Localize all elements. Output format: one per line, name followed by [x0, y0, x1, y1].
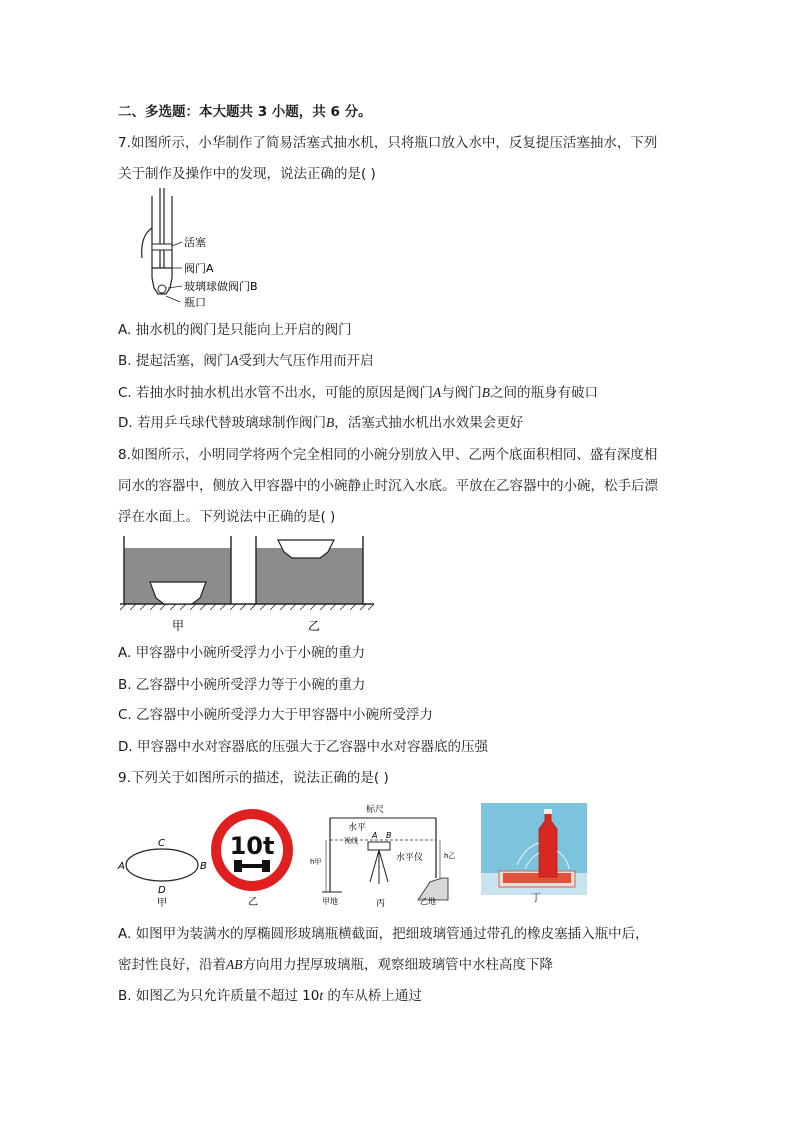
q7-stem-line2: 关于制作及操作中的发现，说法正确的是( ) [118, 166, 376, 182]
q8-option-c: C. 乙容器中小碗所受浮力大于甲容器中小碗所受浮力 [118, 707, 434, 723]
label-point-c: C [158, 838, 165, 849]
section-heading: 二、多选题：本大题共 3 小题，共 6 分。 [118, 104, 372, 120]
sign-text: 10t [229, 832, 275, 860]
q9-figure-jia-ellipse [116, 836, 208, 908]
label-yi: 乙 [308, 619, 321, 633]
label-ground-jia: 甲地 [322, 897, 338, 906]
label-jia: 甲 [172, 619, 185, 633]
label-h-jia: h甲 [310, 858, 322, 866]
label-bing-b: B [386, 831, 392, 840]
q7-option-a: A. 抽水机的阀门是只能向上开启的阀门 [118, 322, 352, 338]
caption-ding: 丁 [531, 893, 541, 904]
label-horizontal: 水平 [348, 823, 367, 833]
q9-figure-yi-sign [206, 806, 298, 906]
label-valve-a: 阀门A [184, 262, 214, 275]
q7-option-d: D. 若用乒乓球代替玻璃球制作阀门B，活塞式抽水机出水效果会更好 [118, 415, 524, 431]
q8-option-d: D. 甲容器中水对容器底的压强大于乙容器中水对容器底的压强 [118, 739, 488, 755]
label-mouth: 瓶口 [184, 296, 206, 309]
q8-containers-figure [120, 534, 380, 634]
q9-figure-bing-level [308, 800, 472, 908]
q7-stem-line1: 7.如图所示，小华制作了简易活塞式抽水机，只将瓶口放入水中，反复提压活塞抽水，下列 [118, 135, 658, 151]
q9-figure-ding [481, 803, 587, 906]
q9-stem: 9.下列关于如图所示的描述，说法正确的是( ) [118, 770, 389, 786]
caption-yi: 乙 [248, 897, 258, 906]
label-point-a: A [118, 861, 125, 872]
label-ground-yi: 乙地 [420, 897, 436, 906]
caption-jia: 甲 [157, 898, 167, 908]
label-ruler: 标尺 [366, 805, 385, 815]
label-sight: 视线 [344, 837, 358, 845]
q7-option-c: C. 若抽水时抽水机出水管不出水，可能的原因是阀门A与阀门B之间的瓶身有破口 [118, 385, 599, 401]
q8-stem-line2: 同水的容器中，侧放入甲容器中的小碗静止时沉入水底。平放在乙容器中的小碗，松手后漂 [118, 478, 658, 494]
label-level: 水平仪 [396, 853, 424, 863]
q8-option-a: A. 甲容器中小碗所受浮力小于小碗的重力 [118, 645, 366, 661]
bottle-photo [481, 803, 587, 895]
q8-option-b: B. 乙容器中小碗所受浮力等于小碗的重力 [118, 677, 366, 693]
label-valve-b: 玻璃球做阀门B [184, 280, 258, 293]
q9-option-a-line1: A. 如图甲为装满水的厚椭圆形玻璃瓶横截面，把细玻璃管通过带孔的橡皮塞插入瓶中后， [118, 926, 649, 942]
label-point-d: D [158, 885, 166, 896]
q7-pump-figure [140, 188, 290, 310]
label-h-yi: h乙 [444, 852, 456, 860]
q8-stem-line1: 8.如图所示，小明同学将两个完全相同的小碗分别放入甲、乙两个底面积相同、盛有深度相 [118, 447, 658, 463]
q9-option-a-line2: 密封性良好，沿着AB方向用力捏厚玻璃瓶，观察细玻璃管中水柱高度下降 [118, 957, 553, 973]
caption-bing: 丙 [376, 899, 386, 908]
q9-option-b: B. 如图乙为只允许质量不超过 10t 的车从桥上通过 [118, 988, 422, 1004]
label-point-b: B [200, 861, 207, 872]
label-bing-a: A [372, 831, 378, 840]
label-piston: 活塞 [184, 236, 206, 249]
q7-option-b: B. 提起活塞，阀门A受到大气压作用而开启 [118, 353, 374, 369]
q8-stem-line3: 浮在水面上。下列说法中正确的是( ) [118, 509, 336, 525]
